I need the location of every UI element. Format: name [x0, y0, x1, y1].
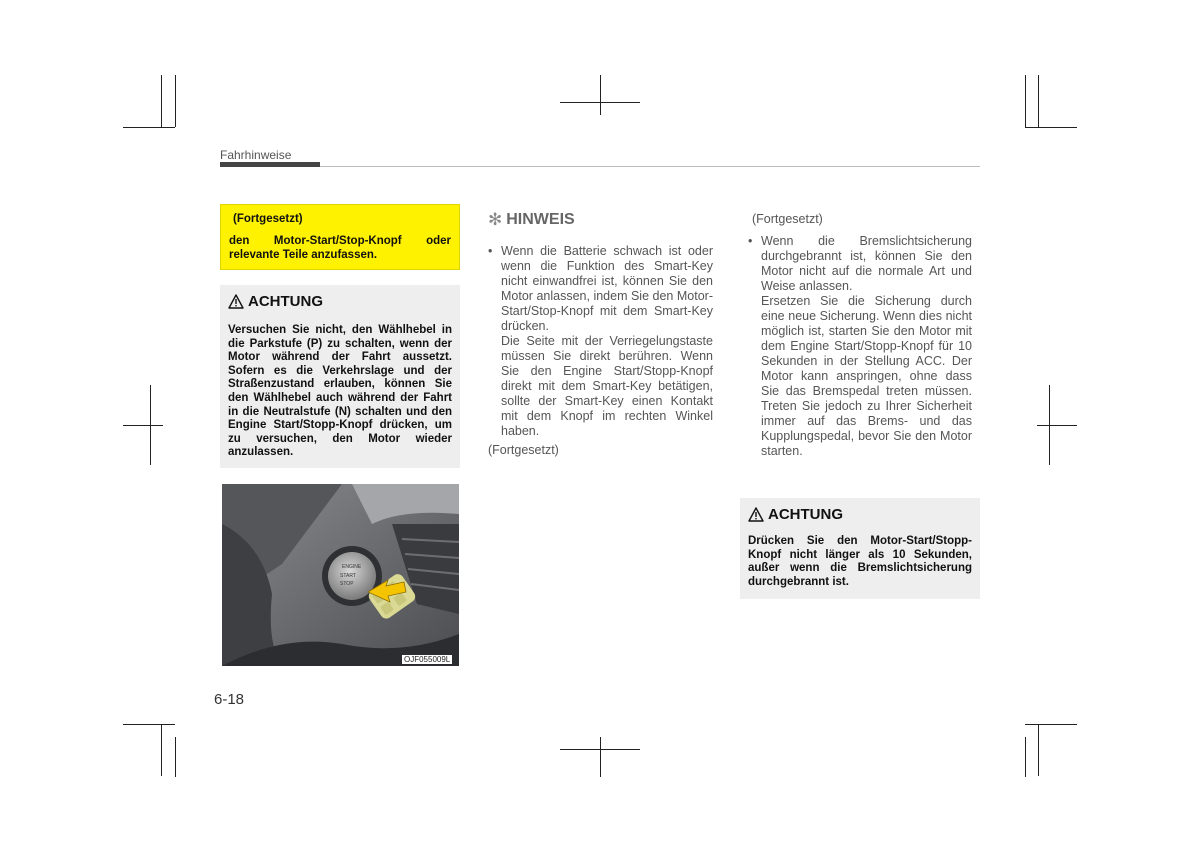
button-label-start: START [340, 573, 356, 579]
continued-label: (Fortgesetzt) [233, 213, 303, 225]
warning-title: ACHTUNG [248, 293, 323, 310]
crop-mark [123, 425, 163, 426]
continued-label: (Fortgesetzt) [488, 443, 559, 457]
section-header: Fahrhinweise [220, 148, 292, 162]
crop-mark [175, 737, 176, 777]
crop-mark [161, 724, 162, 776]
warning-triangle-icon [228, 294, 244, 309]
warning-box-left [220, 285, 460, 468]
fuse-bullet [748, 234, 972, 459]
crop-mark [123, 127, 175, 128]
crop-mark [600, 75, 601, 115]
page-number: 6-18 [214, 691, 245, 708]
notice-bullet-text: • Wenn die Batterie schwach ist oder wenn die Funktion des Smart-Key nicht einwandfrei ist, können Sie den Motor anlassen, indem Sie den Motor-Start/Stop-Knopf mit dem Smart-Key drücken. [501, 244, 713, 333]
engine-start-illustration [222, 484, 459, 666]
notice-bullet [488, 244, 713, 439]
crop-mark [1037, 425, 1077, 426]
notice-section [488, 210, 713, 457]
notice-bullet-continuation: Die Seite mit der Verriegelungstaste müssen Sie direkt berühren. Wenn Sie den Engine Start/Stopp-Knopf direkt mit dem Smart-Key betätigen, sollte der Smart-Key einen Kontakt mit dem Knopf im rechten Winkel haben. [501, 334, 713, 438]
engine-start-photo [222, 484, 459, 666]
asterisk-icon: ✻ [488, 210, 503, 229]
warning-header [748, 506, 972, 523]
warning-text: Drücken Sie den Motor-Start/Stopp-Knopf nicht länger als 10 Sekunden, außer wenn die Bremslichtsicherung durchgebrannt ist. [748, 535, 972, 588]
caution-text: den Motor-Start/Stop-Knopf oder relevante Teile anzufassen. [229, 235, 451, 261]
crop-mark [1025, 127, 1077, 128]
crop-mark [1025, 737, 1026, 777]
continued-caution-box [220, 204, 460, 270]
notice-header [488, 210, 713, 230]
right-column [748, 212, 972, 459]
button-label-engine: ENGINE [342, 564, 362, 570]
crop-mark [1025, 724, 1077, 725]
crop-mark [1038, 724, 1039, 776]
crop-mark [161, 75, 162, 127]
warning-triangle-icon [748, 507, 764, 522]
warning-box-right [740, 498, 980, 599]
warning-header [228, 293, 452, 310]
fuse-bullet-text: • Wenn die Bremslichtsicherung durchgebrannt ist, können Sie den Motor nicht auf die normale Art und Weise anlassen. [761, 234, 972, 293]
warning-text: Versuchen Sie nicht, den Wählhebel in die Parkstufe (P) zu schalten, wenn der Motor während der Fahrt aussetzt. Sofern es die Verkehrslage und der Straßenzustand erlauben, können Sie den Wählhebel auch während der Fahrt in die Neutralstufe (N) schalten und den Engine Start/Stopp-Knopf drücken, um zu versuchen, den Motor wieder anzulassen. [228, 324, 452, 459]
crop-mark [1038, 75, 1039, 127]
notice-title: HINWEIS [506, 211, 575, 228]
crop-mark [123, 724, 175, 725]
header-rule [320, 166, 980, 167]
button-label-stop: STOP [340, 581, 354, 587]
header-bar [220, 162, 320, 167]
figure-code: OJF055009L [404, 655, 451, 664]
continued-label: (Fortgesetzt) [752, 212, 823, 226]
warning-title: ACHTUNG [768, 506, 843, 523]
crop-mark [1049, 385, 1050, 465]
crop-mark [150, 385, 151, 465]
crop-mark [600, 737, 601, 777]
crop-mark [1025, 75, 1026, 127]
crop-mark [175, 75, 176, 127]
fuse-bullet-continuation: Ersetzen Sie die Sicherung durch eine neue Sicherung. Wenn dies nicht möglich ist, starten Sie den Motor mit dem Engine Start/Stopp-Knopf für 10 Sekunden in der Stellung ACC. Der Motor kann anspringen, ohne dass Sie das Bremspedal treten müssen. Treten Sie jedoch zu Ihrer Sicherheit immer auf das Brems- und das Kupplungspedal, bevor Sie den Motor starten. [761, 294, 972, 458]
